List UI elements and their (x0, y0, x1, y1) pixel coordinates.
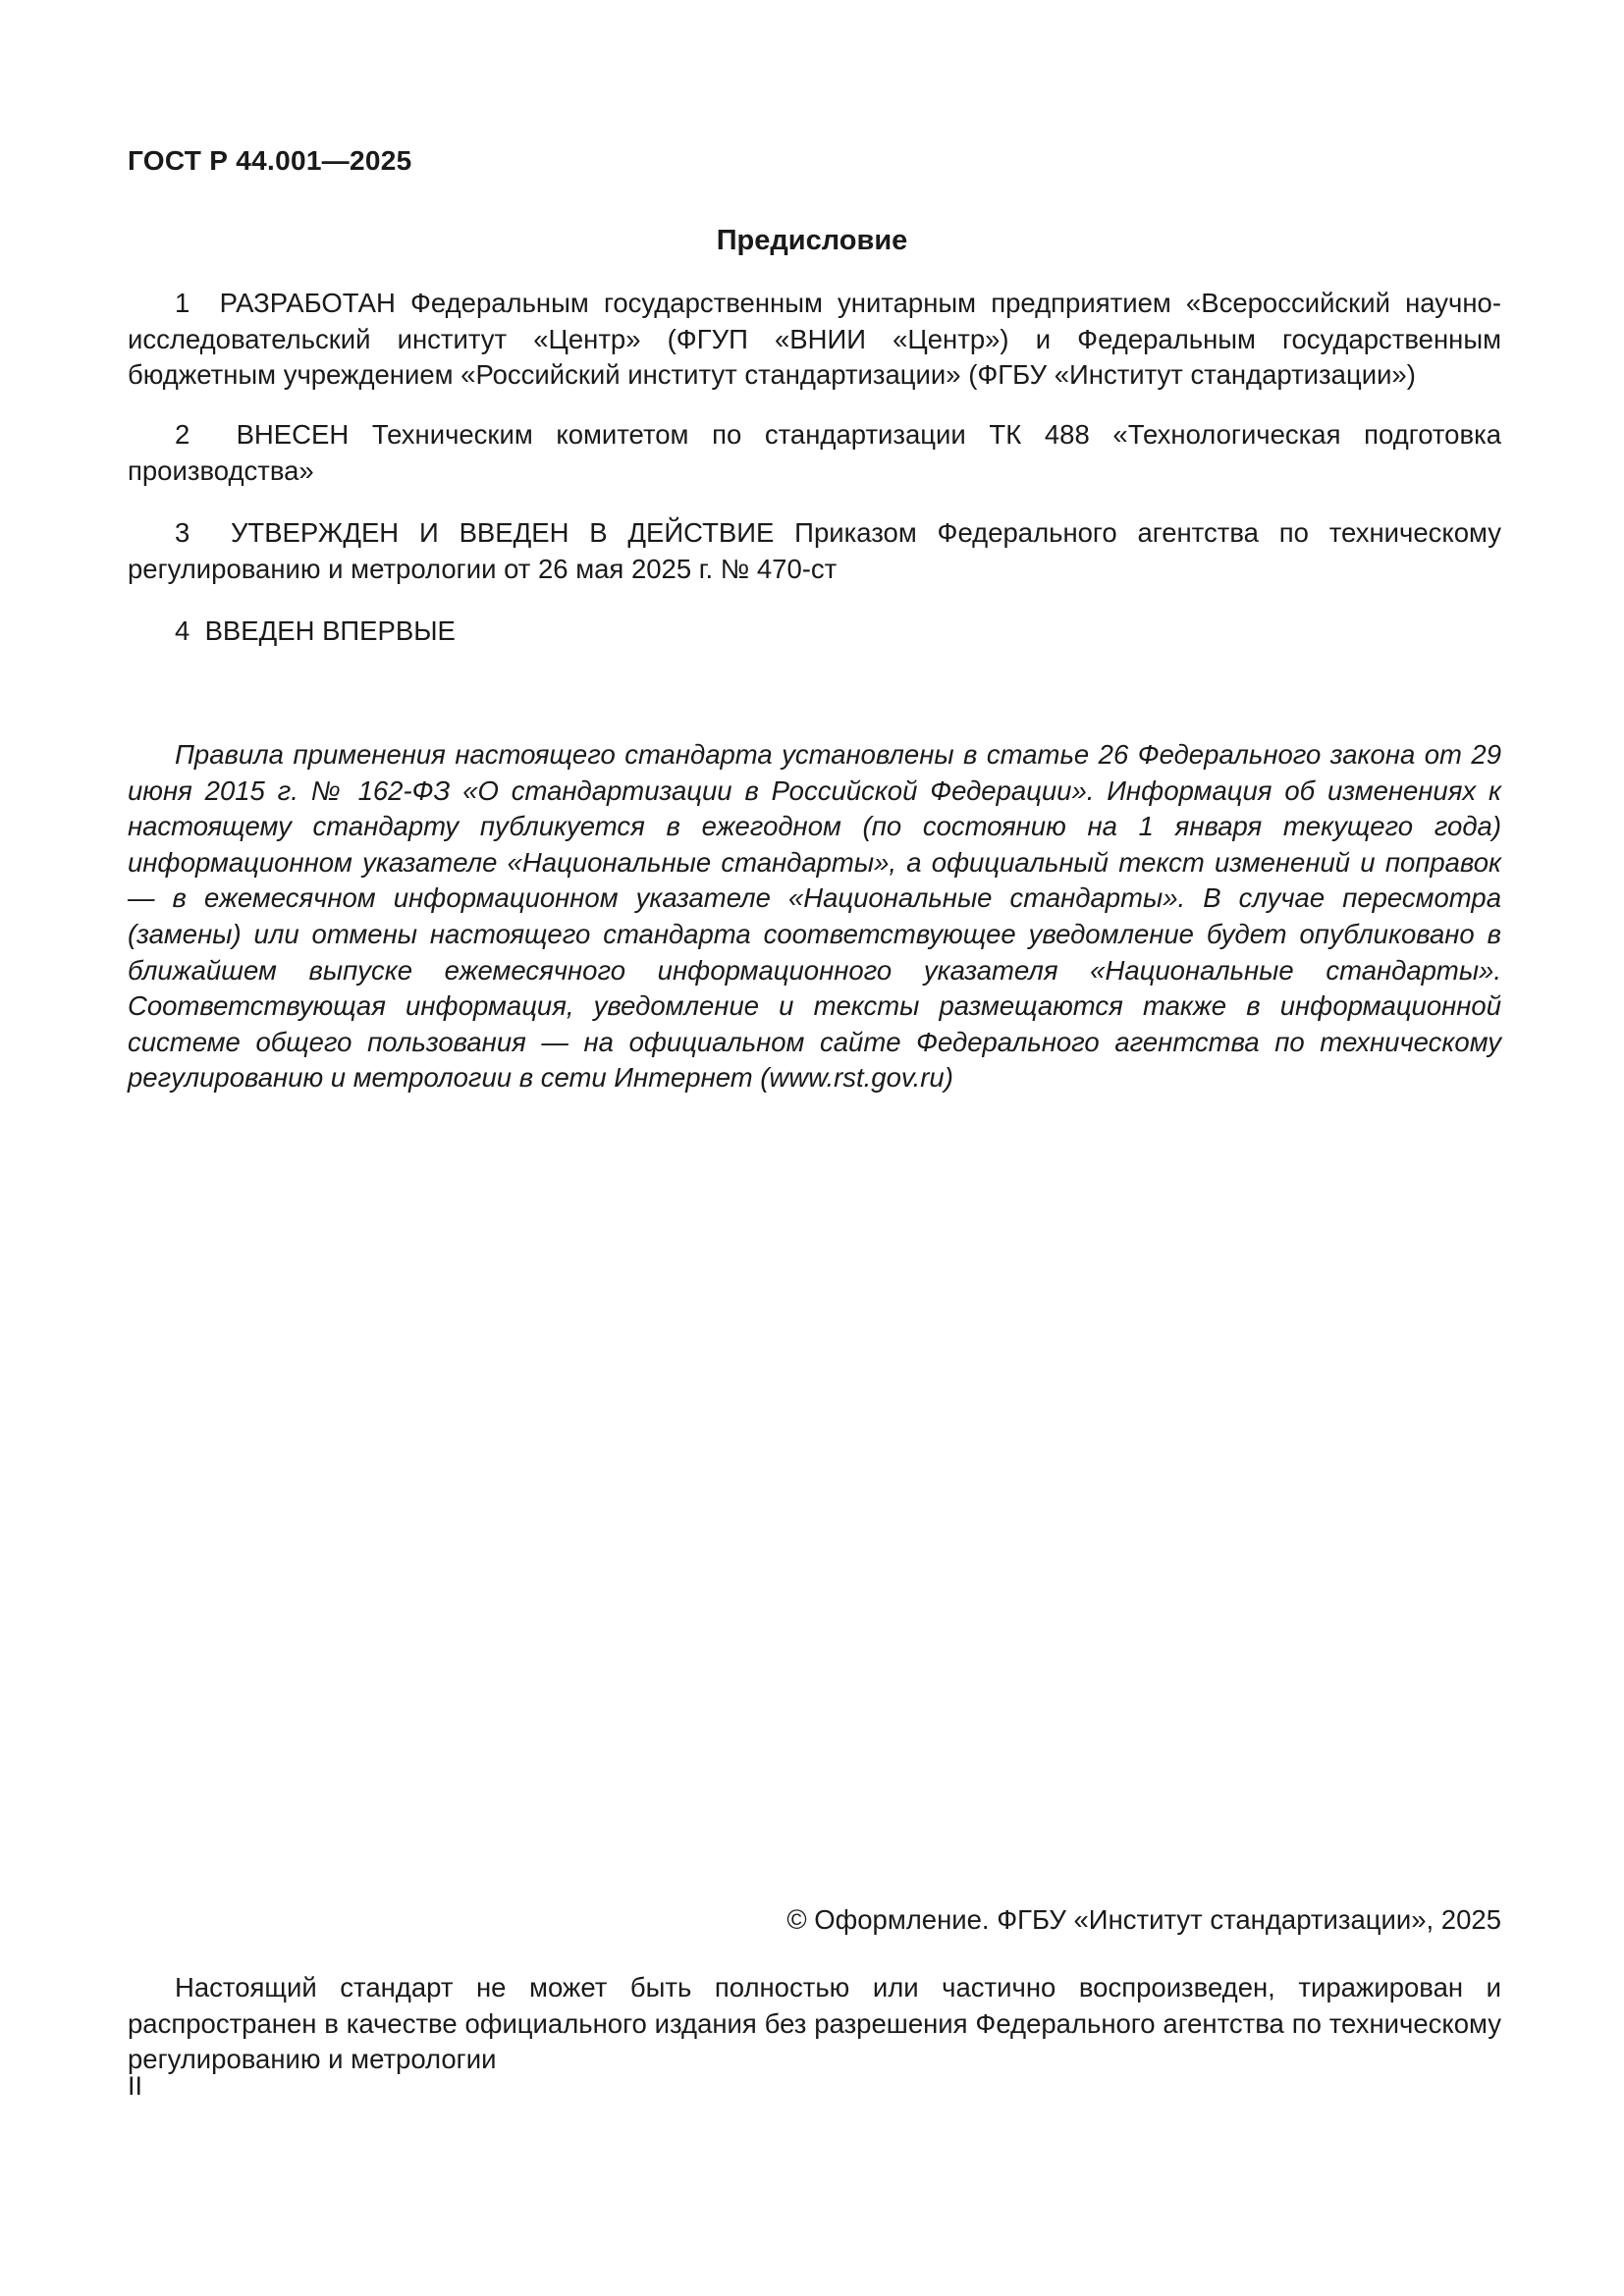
foreword-item-first-introduced: 4 ВВЕДЕН ВПЕРВЫЕ (175, 615, 456, 646)
page-title: Предисловие (716, 225, 908, 256)
doc-designation: ГОСТ Р 44.001—2025 (128, 145, 412, 176)
copyright-notice: © Оформление. ФГБУ «Институт стандартизации», 2025 (786, 1904, 1501, 1935)
foreword-item-developed: 1 РАЗРАБОТАН Федеральным государственным унитарным предприятием «Всероссийский научно-исследовательский институт «Центр» (ФГУП «ВНИИ «Центр») и Федеральным государственным бюджетным учреждением «Российский институт стандартизации» (ФГБУ «Институт стандартизации») (128, 288, 1501, 391)
foreword-item-approved: 3 УТВЕРЖДЕН И ВВЕДЕН В ДЕЙСТВИЕ Приказом Федерального агентства по техническому регулированию и метрологии от 26 мая 2025 г. № 470-ст (128, 517, 1501, 584)
foreword-item-submitted: 2 ВНЕСЕН Техническим комитетом по стандартизации ТК 488 «Технологическая подготовка производства» (128, 419, 1501, 486)
page-number: II (128, 2071, 143, 2101)
application-rules-notice: Правила применения настоящего стандарта установлены в статье 26 Федерального закона от 29 июня 2015 г. № 162-ФЗ «О стандартизации в Российской Федерации». Информация об изменениях к настоящему стандарту публикуется в ежегодном (по состоянию на 1 января текущего года) информационном указателе «Национальные стандарты», а официальный текст изменений и поправок — в ежемесячном информационном указателе «Национальные стандарты». В случае пересмотра (замены) или отмены настоящего стандарта соответствующее уведомление будет опубликовано в ближайшем выпуске ежемесячного информационного указателя «Национальные стандарты». Соответствующая информация, уведомление и тексты размещаются также в информационной системе общего пользования — на официальном сайте Федерального агентства по техническому регулированию и метрологии в сети Интернет (www.rst.gov.ru) (128, 739, 1501, 1094)
reproduction-restriction-notice: Настоящий стандарт не может быть полностью или частично воспроизведен, тиражирован и распространен в качестве официального издания без разрешения Федерального агентства по техническому регулированию и метрологии (128, 1972, 1501, 2075)
